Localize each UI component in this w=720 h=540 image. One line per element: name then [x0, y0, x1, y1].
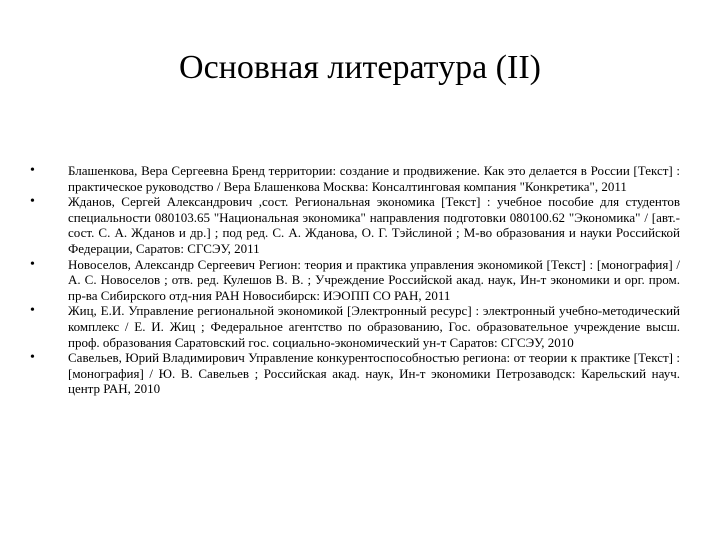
list-item: [30, 303, 680, 350]
reference-text: Блашенкова, Вера Сергеевна Бренд территории: создание и продвижение. Как это делается в России [Текст] : практическое руководство / Вера Блашенкова Москва: Консалтинговая компания "Конкретика", 2011: [68, 163, 680, 194]
list-item: [30, 257, 680, 304]
reference-text: Савельев, Юрий Владимирович Управление конкурентоспособностью региона: от теории к практике [Текст] : [монография] / Ю. В. Савельев ; Российская акад. наук, Ин-т экономики Петрозаводск: Карельский науч. центр РАН, 2010: [68, 350, 680, 397]
bullet-icon: •: [30, 163, 35, 178]
list-item: [30, 350, 680, 397]
bullet-icon: •: [30, 303, 35, 319]
bullet-icon: •: [30, 194, 35, 210]
reference-text: Жданов, Сергей Александрович ,сост. Региональная экономика [Текст] : учебное пособие для студентов специальности 080103.65 "Национальная экономика" направления подготовки 080100.62 "Экономика" / [авт.-сост. С. А. Жданов и др.] ; под ред. С. А. Жданова, О. Г. Тэйслиной ; М-во образования и науки Российской Федерации, Саратов: СГСЭУ, 2011: [68, 194, 680, 256]
reference-list: [30, 163, 680, 397]
reference-text: Жиц, Е.И. Управление региональной экономикой [Электронный ресурс] : электронный учебно-методический комплекс / Е. И. Жиц ; Федеральное агентство по образованию, Гос. образовательное учреждение высш. проф. образования Саратовский гос. социально-экономический ун-т Саратов: СГСЭУ, 2010: [68, 303, 680, 350]
reference-text: Новоселов, Александр Сергеевич Регион: теория и практика управления экономикой [Текст] : [монография] / А. С. Новоселов ; отв. ред. Кулешов В. В. ; Учреждение Российской акад. наук, Ин-т экономики и орг. пром. пр-ва Сибирского отд-ния РАН Новосибирск: ИЭОПП СО РАН, 2011: [68, 256, 680, 303]
bullet-icon: •: [30, 350, 35, 366]
list-item: [30, 194, 680, 256]
slide-title: Основная литература (II): [179, 49, 541, 86]
list-item: [30, 163, 680, 194]
bullet-icon: •: [30, 256, 35, 272]
